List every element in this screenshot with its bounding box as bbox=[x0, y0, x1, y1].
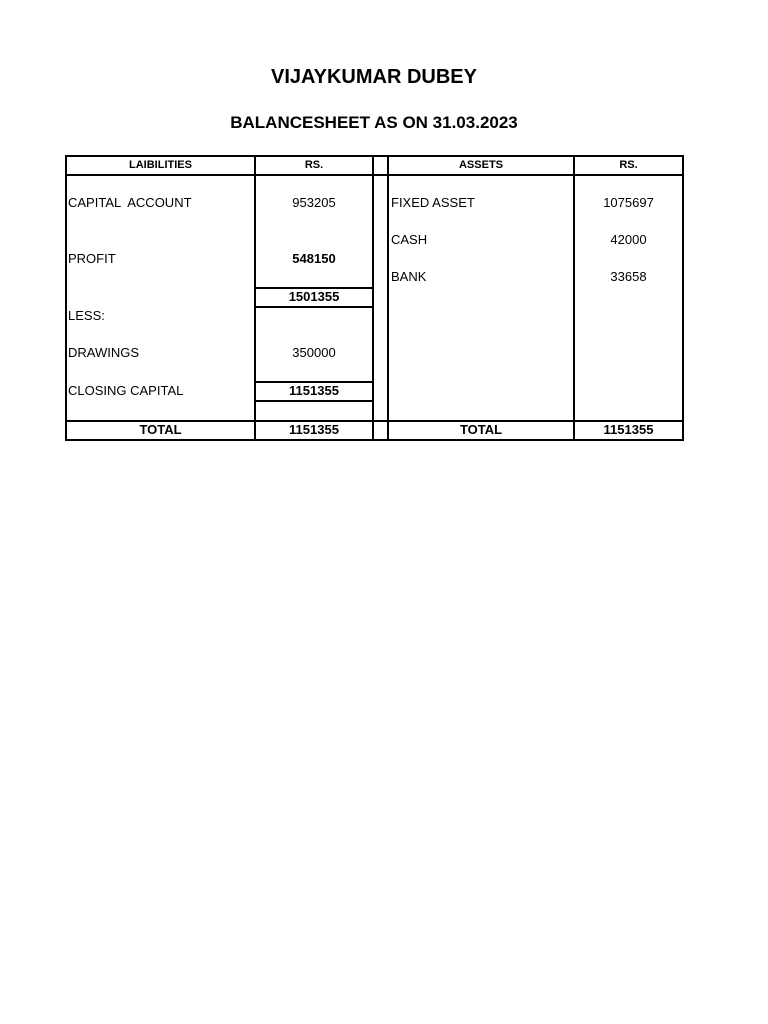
liabilities-rs-right-border bbox=[372, 155, 374, 441]
subtotal-value: 1501355 bbox=[288, 289, 340, 304]
header-liabilities-rs: RS. bbox=[304, 159, 324, 171]
subtotal-bottom-border bbox=[255, 306, 373, 308]
table-left-border bbox=[65, 155, 67, 441]
cash-label: CASH bbox=[391, 232, 428, 247]
liabilities-total-label: TOTAL bbox=[139, 422, 182, 437]
profit-value: 548150 bbox=[292, 251, 336, 266]
liabilities-total-value: 1151355 bbox=[289, 422, 339, 437]
profit-label: PROFIT bbox=[68, 251, 116, 266]
table-right-border bbox=[682, 155, 684, 441]
header-assets-rs: RS. bbox=[619, 159, 638, 171]
document-title: VIJAYKUMAR DUBEY bbox=[271, 66, 477, 88]
table-bottom-border bbox=[65, 439, 684, 441]
bank-label: BANK bbox=[391, 269, 427, 284]
assets-left-border bbox=[387, 155, 389, 441]
assets-total-value: 1151355 bbox=[603, 422, 654, 437]
header-liabilities: LAIBILITIES bbox=[129, 159, 192, 171]
document-subtitle: BALANCESHEET AS ON 31.03.2023 bbox=[230, 113, 518, 132]
less-label: LESS: bbox=[68, 308, 105, 323]
drawings-label: DRAWINGS bbox=[68, 345, 140, 360]
header-assets: ASSETS bbox=[458, 159, 503, 171]
capital-account-label: CAPITAL ACCOUNT bbox=[68, 195, 192, 210]
header-bottom-border bbox=[65, 174, 684, 176]
capital-account-value: 953205 bbox=[292, 195, 336, 210]
drawings-value: 350000 bbox=[292, 345, 336, 360]
closing-capital-value: 1151355 bbox=[289, 383, 339, 398]
fixed-asset-label: FIXED ASSET bbox=[391, 195, 475, 210]
bank-value: 33658 bbox=[610, 269, 647, 284]
closing-capital-label: CLOSING CAPITAL bbox=[68, 383, 184, 398]
cash-value: 42000 bbox=[610, 232, 647, 247]
assets-total-label: TOTAL bbox=[459, 422, 503, 437]
fixed-asset-value: 1075697 bbox=[603, 195, 654, 210]
closing-bottom-border bbox=[255, 400, 373, 402]
